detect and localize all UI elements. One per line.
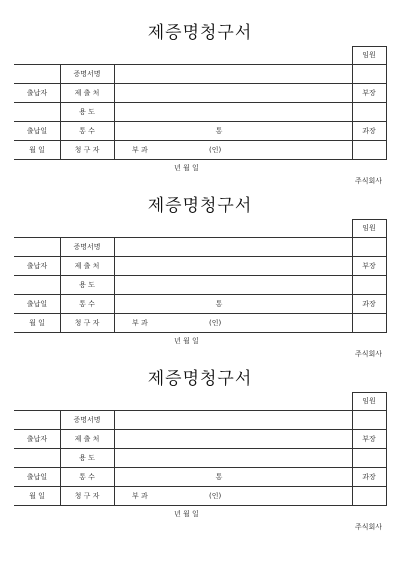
copies-label: 통 수	[79, 473, 95, 481]
purpose-field[interactable]	[115, 449, 352, 466]
form-table	[14, 219, 387, 358]
department-label: 부 과	[132, 146, 148, 154]
submit-to-field[interactable]	[115, 430, 352, 447]
applicant-label: 출납자	[26, 435, 48, 443]
document-name-field[interactable]	[115, 411, 352, 428]
purpose-field[interactable]	[115, 276, 352, 293]
department-label: 부 과	[132, 492, 148, 500]
certificate-request-form-2	[0, 191, 400, 361]
approval-manager-label: 부장	[362, 262, 376, 270]
date-line: 년 월 일	[174, 337, 199, 345]
document-name-label: 증명서명	[73, 416, 101, 424]
copies-label: 통 수	[79, 300, 95, 308]
approval-executive-label: 임원	[362, 397, 376, 405]
approval-manager-label: 부장	[362, 435, 376, 443]
seal-label: (인)	[209, 146, 222, 154]
requester-label: 청 구 자	[74, 319, 100, 327]
department-label: 부 과	[132, 319, 148, 327]
copies-unit: 통	[215, 127, 223, 135]
date-line: 년 월 일	[174, 510, 199, 518]
company-label: 주식회사	[355, 177, 383, 185]
submit-to-label: 제 출 처	[74, 435, 100, 443]
certificate-request-form-1	[0, 18, 400, 188]
issue-date-label: 출납일	[26, 473, 48, 481]
document-name-field[interactable]	[115, 238, 352, 255]
approval-executive-label: 임원	[362, 224, 376, 232]
company-label: 주식회사	[355, 350, 383, 358]
form-table	[14, 392, 387, 531]
copies-unit: 통	[215, 473, 223, 481]
document-name-label: 증명서명	[73, 243, 101, 251]
purpose-label: 용 도	[79, 281, 95, 289]
document-name-label: 증명서명	[73, 70, 101, 78]
applicant-label: 출납자	[26, 89, 48, 97]
issue-date-label: 출납일	[26, 127, 48, 135]
approval-executive-label: 임원	[362, 51, 376, 59]
date-line: 년 월 일	[174, 164, 199, 172]
approval-section-chief-label: 과장	[362, 473, 376, 481]
submit-to-label: 제 출 처	[74, 262, 100, 270]
requester-label: 청 구 자	[74, 492, 100, 500]
seal-label: (인)	[209, 319, 222, 327]
purpose-label: 용 도	[79, 108, 95, 116]
company-label: 주식회사	[355, 523, 383, 531]
submit-to-field[interactable]	[115, 257, 352, 274]
approval-section-chief-label: 과장	[362, 127, 376, 135]
seal-label: (인)	[209, 492, 222, 500]
month-day-label: 월 일	[29, 492, 45, 500]
purpose-label: 용 도	[79, 454, 95, 462]
purpose-field[interactable]	[115, 103, 352, 120]
form-title: 제증명청구서	[147, 369, 253, 389]
certificate-request-form-3	[0, 364, 400, 534]
document-name-field[interactable]	[115, 65, 352, 82]
form-table	[14, 46, 387, 185]
applicant-label: 출납자	[26, 262, 48, 270]
form-title: 제증명청구서	[147, 196, 253, 216]
month-day-label: 월 일	[29, 146, 45, 154]
approval-section-chief-label: 과장	[362, 300, 376, 308]
requester-label: 청 구 자	[74, 146, 100, 154]
submit-to-field[interactable]	[115, 84, 352, 101]
approval-manager-label: 부장	[362, 89, 376, 97]
copies-unit: 통	[215, 300, 223, 308]
form-title: 제증명청구서	[147, 23, 253, 43]
month-day-label: 월 일	[29, 319, 45, 327]
copies-label: 통 수	[79, 127, 95, 135]
submit-to-label: 제 출 처	[74, 89, 100, 97]
issue-date-label: 출납일	[26, 300, 48, 308]
